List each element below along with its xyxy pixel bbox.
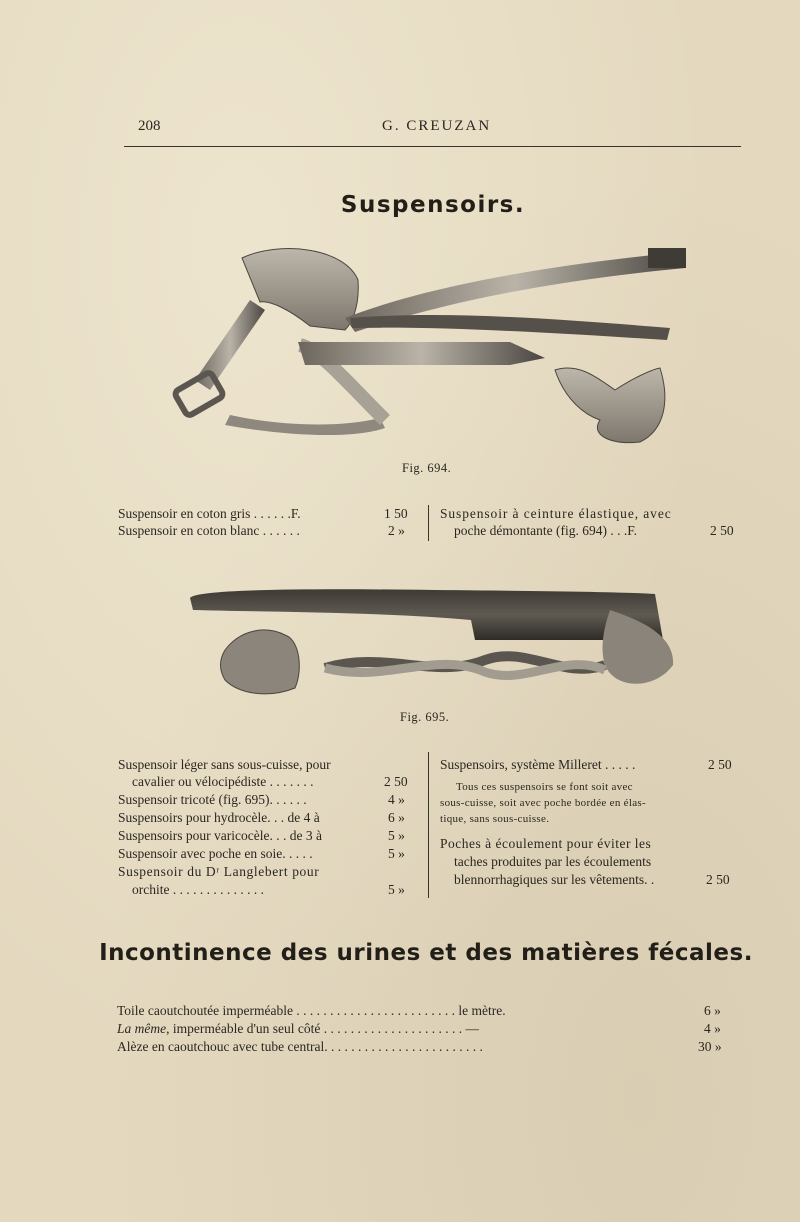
price-value: 1 50: [384, 506, 408, 521]
price-line-text: Suspensoirs pour varicocèle. . . de 3 à: [118, 828, 322, 843]
note-line: Tous ces suspensoirs se font soit avec: [456, 781, 633, 793]
price-value: 4 »: [388, 792, 405, 807]
price-value: 5 »: [388, 846, 405, 861]
section-title-incontinence: Incontinence des urines et des matières fécales.: [99, 940, 753, 966]
price-value: 2 50: [710, 523, 734, 538]
italic-term: La même: [117, 1021, 167, 1036]
price-line-text: Poches à écoulement pour éviter les: [440, 836, 652, 851]
column-rule: [428, 752, 429, 898]
price-line-text: taches produites par les écoulements: [454, 854, 652, 869]
price-value: 6 »: [704, 1003, 721, 1018]
price-value: 2 50: [706, 872, 730, 887]
note-line: tique, sans sous-cuisse.: [440, 813, 550, 825]
running-head-author: G. CREUZAN: [382, 118, 492, 134]
price-value: 5 »: [388, 828, 405, 843]
price-value: 5 »: [388, 882, 405, 897]
price-line-rest: , imperméable d'un seul côté . . . . . . . . . . . . . . . . . . . . . —: [166, 1021, 480, 1036]
price-value: 2 50: [708, 757, 732, 772]
figure-694-illustration: [170, 240, 700, 450]
price-value: 2 »: [388, 523, 405, 538]
price-line-text: [117, 1020, 479, 1037]
price-line-text: Toile caoutchoutée imperméable . . . . . . . . . . . . . . . . . . . . . . . . le mètre.: [117, 1003, 506, 1018]
price-line-text: Suspensoir en coton gris . . . . . .F.: [118, 506, 301, 521]
price-line-text: Alèze en caoutchouc avec tube central. . . . . . . . . . . . . . . . . . . . . . . .: [117, 1039, 483, 1054]
price-value: 4 »: [704, 1021, 721, 1036]
column-rule: [428, 505, 429, 541]
price-line-text: poche démontante (fig. 694) . . .F.: [454, 523, 638, 538]
price-line-text: Suspensoir léger sans sous-cuisse, pour: [118, 757, 331, 772]
header-rule: [124, 146, 741, 147]
price-line-text: Suspensoir du Dʳ Langlebert pour: [118, 864, 320, 879]
price-line-text: blennorrhagiques sur les vêtements. .: [454, 872, 655, 887]
note-line: sous-cuisse, soit avec poche bordée en élas-: [440, 797, 646, 809]
price-line-text: Suspensoirs, système Milleret . . . . .: [440, 757, 636, 772]
figure-694-caption: Fig. 694.: [402, 461, 452, 475]
price-line-text: cavalier ou vélocipédiste . . . . . . .: [132, 774, 314, 789]
price-line-text: Suspensoir en coton blanc . . . . . .: [118, 523, 300, 538]
page-number: 208: [138, 118, 161, 134]
price-line-text: Suspensoir à ceinture élastique, avec: [440, 506, 672, 521]
price-value: 30 »: [698, 1039, 722, 1054]
figure-695-caption: Fig. 695.: [400, 710, 450, 724]
price-line-text: Suspensoir avec poche en soie. . . . .: [118, 846, 313, 861]
section-title-suspensoirs: Suspensoirs.: [340, 192, 526, 218]
figure-695-illustration: [185, 580, 680, 700]
price-line-text: Suspensoirs pour hydrocèle. . . de 4 à: [118, 810, 320, 825]
price-line-text: orchite . . . . . . . . . . . . . .: [132, 882, 264, 897]
price-value: 2 50: [384, 774, 408, 789]
price-line-text: Suspensoir tricoté (fig. 695). . . . . .: [118, 792, 307, 807]
price-value: 6 »: [388, 810, 405, 825]
